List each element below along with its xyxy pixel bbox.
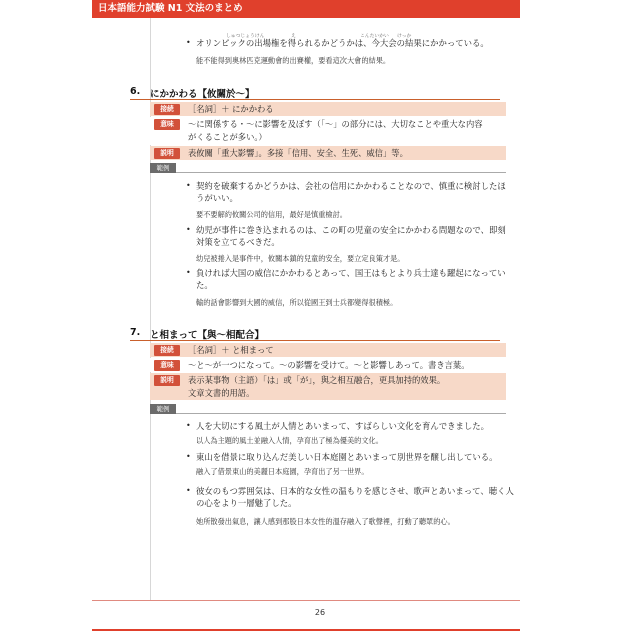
- ruby: こんたいかい: [360, 34, 389, 39]
- example-sentence: 人を大切にする風土が人情とあいまって、すばらしい文化を育んできました。: [196, 421, 489, 431]
- example-translation: 要不要解約攸關公司的信用，最好是慎重檢討。: [196, 210, 347, 219]
- bullet: •: [186, 421, 191, 430]
- bullet: •: [186, 486, 191, 495]
- section-title: にかかわる【攸關於～】: [150, 89, 255, 100]
- connection-text: ［名詞］＋ にかかわる: [188, 104, 274, 114]
- example-sentence: 彼女のもつ雰囲気は、日本的な女性の温もりを感じさせ、歌声とあいまって、聴く人: [196, 486, 514, 496]
- explanation-text-cont: 文章文書的用語。: [188, 388, 255, 398]
- bullet: •: [186, 225, 191, 234]
- bullet: •: [186, 38, 191, 47]
- ruby: けっか: [397, 34, 412, 39]
- header-banner: [92, 0, 520, 18]
- example-rule: [176, 413, 506, 414]
- bullet: •: [186, 452, 191, 461]
- section-rule: [130, 340, 500, 341]
- ruby: え: [291, 34, 296, 39]
- section-rule: [130, 99, 500, 100]
- section-number: 7.: [130, 327, 141, 338]
- example-translation: 輸的話會影響到大國的威信，所以從國王到士兵都變得很積極。: [196, 298, 398, 307]
- example-translation: 能不能得到奧林匹克運動會的出賽權，要看這次大會的結果。: [196, 56, 391, 65]
- tag-connection: 接続: [154, 104, 180, 115]
- bullet: •: [186, 181, 191, 190]
- example-sentence: オリンピックの出場権を得られるかどうかは、今大会の結果にかかっている。: [196, 38, 489, 48]
- tag-connection: 接続: [154, 345, 180, 356]
- header-title: 日本語能力試験 N1 文法のまとめ: [98, 3, 243, 14]
- example-sentence-cont: た。: [196, 280, 213, 290]
- example-translation: 以人為主題的風土並融入人情，孕育出了極為優美的文化。: [196, 436, 383, 445]
- example-sentence: 東山を借景に取り込んだ美しい日本庭園とあいまって別世界を醸し出している。: [196, 452, 498, 462]
- meaning-text: ～と～が一つになって。～の影響を受けて。～と影響しあって。書き言葉。: [188, 360, 470, 370]
- meaning-text: ～に関係する・～に影響を及ぼす（「～」の部分には、大切なことや重大な内容: [188, 119, 483, 129]
- bullet: •: [186, 268, 191, 277]
- example-sentence-cont: 対策を立てるべきだ。: [196, 237, 280, 247]
- footer-rule: [92, 600, 520, 601]
- tag-explanation: 説明: [154, 148, 180, 159]
- tag-explanation: 説明: [154, 375, 180, 386]
- example-label: 範例: [150, 163, 176, 173]
- example-label: 範例: [150, 404, 176, 414]
- example-sentence: 契約を破棄するかどうかは、会社の信用にかかわることなので、慎重に検討したほ: [196, 181, 506, 191]
- bottom-accent-bar: [92, 629, 520, 631]
- example-sentence-cont: うがいい。: [196, 193, 238, 203]
- example-translation: 幼兒被捲入是事件中，攸關本鎮的兒童的安全，要立定良策才是。: [196, 254, 405, 263]
- section-number: 6.: [130, 86, 141, 97]
- meaning-text-cont: がくることが多い。）: [188, 132, 267, 142]
- example-sentence: 幼児が事件に巻き込まれるのは、この町の児童の安全にかかわる問題なので、即刻: [196, 225, 506, 235]
- connection-text: ［名詞］＋ と相まって: [188, 345, 274, 355]
- tag-meaning: 意味: [154, 119, 180, 130]
- explanation-text: 表攸關「重大影響」。多接「信用、安全、生死、威信」等。: [188, 148, 408, 158]
- explanation-text: 表示某事物（主語）「は」或「が」，與之相互融合，更具加持的效果。: [188, 375, 446, 385]
- section-title: と相まって【與～相配合】: [150, 330, 265, 341]
- tag-meaning: 意味: [154, 360, 180, 371]
- example-sentence: 負ければ大国の威信にかかわるとあって、国王はもとより兵士達も躍起になってい: [196, 268, 506, 278]
- ruby: しゅつじょうけん: [226, 34, 265, 39]
- page-number: 26: [314, 608, 326, 617]
- example-rule: [176, 172, 506, 173]
- example-translation: 融入了借景東山的美麗日本庭園，孕育出了另一世界。: [196, 467, 369, 476]
- example-translation: 她所散發出氣息，讓人感到那股日本女性的溫存融入了歌聲裡，打動了聽眾的心。: [196, 517, 455, 526]
- example-sentence-cont: の心をより一層魅了した。: [196, 498, 297, 508]
